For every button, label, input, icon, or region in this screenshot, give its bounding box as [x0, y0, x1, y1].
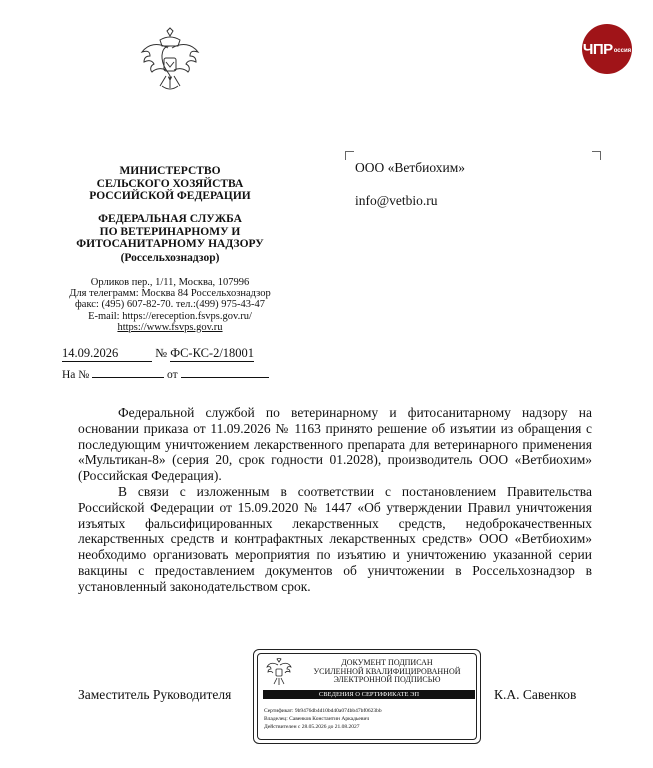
stamp-title: ДОКУМЕНТ ПОДПИСАН УСИЛЕННОЙ КВАЛИФИЦИРОВАННОЙ ЭЛЕКТРОННОЙ ПОДПИСЬЮ: [313, 658, 461, 685]
publisher-logo: ЧПР оссия: [582, 24, 632, 74]
letter-body: [78, 405, 592, 595]
phones: факс: (495) 607-82-70. тел.:(499) 975-43-47: [74, 299, 265, 311]
paragraph-2: В связи с изложенным в соответствии с постановлением Правительства Российской Федерации от 15.09.2020 № 1447 «Об утверждении Правил уничтожения изъятых фальсифицированных лекарственных средств, недоброкачественных лекарственных средств и контрафактных лекарственных средств» ООО «Ветбиохим» необходимо организовать мероприятия по изъятию и уничтожению указанной серии вакцины с предоставлением документов об уничтожении в Россельхознадзор в установленный законодательством срок.: [78, 483, 592, 594]
recipient-name: ООО «Ветбиохим»: [355, 160, 466, 175]
ministry-name: МИНИСТЕРСТВО СЕЛЬСКОГО ХОЗЯЙСТВА РОССИЙСКОЙ ФЕДЕРАЦИИ: [89, 165, 251, 202]
paragraph-1: Федеральной службой по ветеринарному и фитосанитарному надзору на основании приказа от 11.09.2026 № 1163 принято решение об изъятии из обращения с последующим уничтожением лекарственного препарата для ветеринарного применения «Мультикан-8» (серия 20, срок годности 01.2028), производитель ООО «Ветбиохим» (Российская Федерация).: [78, 405, 592, 484]
service-abbreviation: (Россельхознадзор): [120, 252, 220, 264]
reg-number-label: №: [155, 346, 168, 360]
address-corner-left: [345, 151, 354, 160]
reg-number: ФС-КС-2/18001: [170, 346, 255, 360]
registration-line: [62, 346, 292, 362]
address: Орликов пер., 1/11, Москва, 107996: [90, 277, 250, 288]
reference-line: На № от: [62, 367, 292, 381]
telegram: Для телеграмм: Москва 84 Россельхознадзор: [69, 288, 271, 300]
signatory-role: Заместитель Руководителя: [78, 687, 232, 702]
email-link[interactable]: E-mail: https://ereception.fsvps.gov.ru/: [88, 310, 252, 322]
signatory-name: К.А. Савенков: [494, 687, 577, 702]
electronic-signature-stamp: [253, 649, 481, 744]
stamp-emblem-icon: [266, 658, 292, 688]
service-name: ФЕДЕРАЛЬНАЯ СЛУЖБА ПО ВЕТЕРИНАРНОМУ И ФИТОСАНИТАРНОМУ НАДЗОРУ: [76, 213, 264, 250]
state-emblem-icon: [138, 26, 202, 98]
address-corner-right: [592, 151, 601, 160]
website-link[interactable]: https://www.fsvps.gov.ru: [117, 321, 223, 333]
stamp-certificate: Сертификат: 9b9476db4d10bd40a074bb47bf0623bb: [264, 708, 382, 714]
stamp-certificate-header: СВЕДЕНИЯ О СЕРТИФИКАТЕ ЭП: [263, 690, 475, 699]
recipient-email: info@vetbio.ru: [355, 193, 438, 208]
contact-block: [40, 277, 300, 333]
stamp-owner: Владелец: Савенков Константин Аркадьевич: [264, 716, 370, 722]
stamp-validity: Действителен с 28.05.2026 до 21.08.2027: [264, 724, 360, 730]
reg-date: 14.09.2026: [62, 346, 152, 362]
